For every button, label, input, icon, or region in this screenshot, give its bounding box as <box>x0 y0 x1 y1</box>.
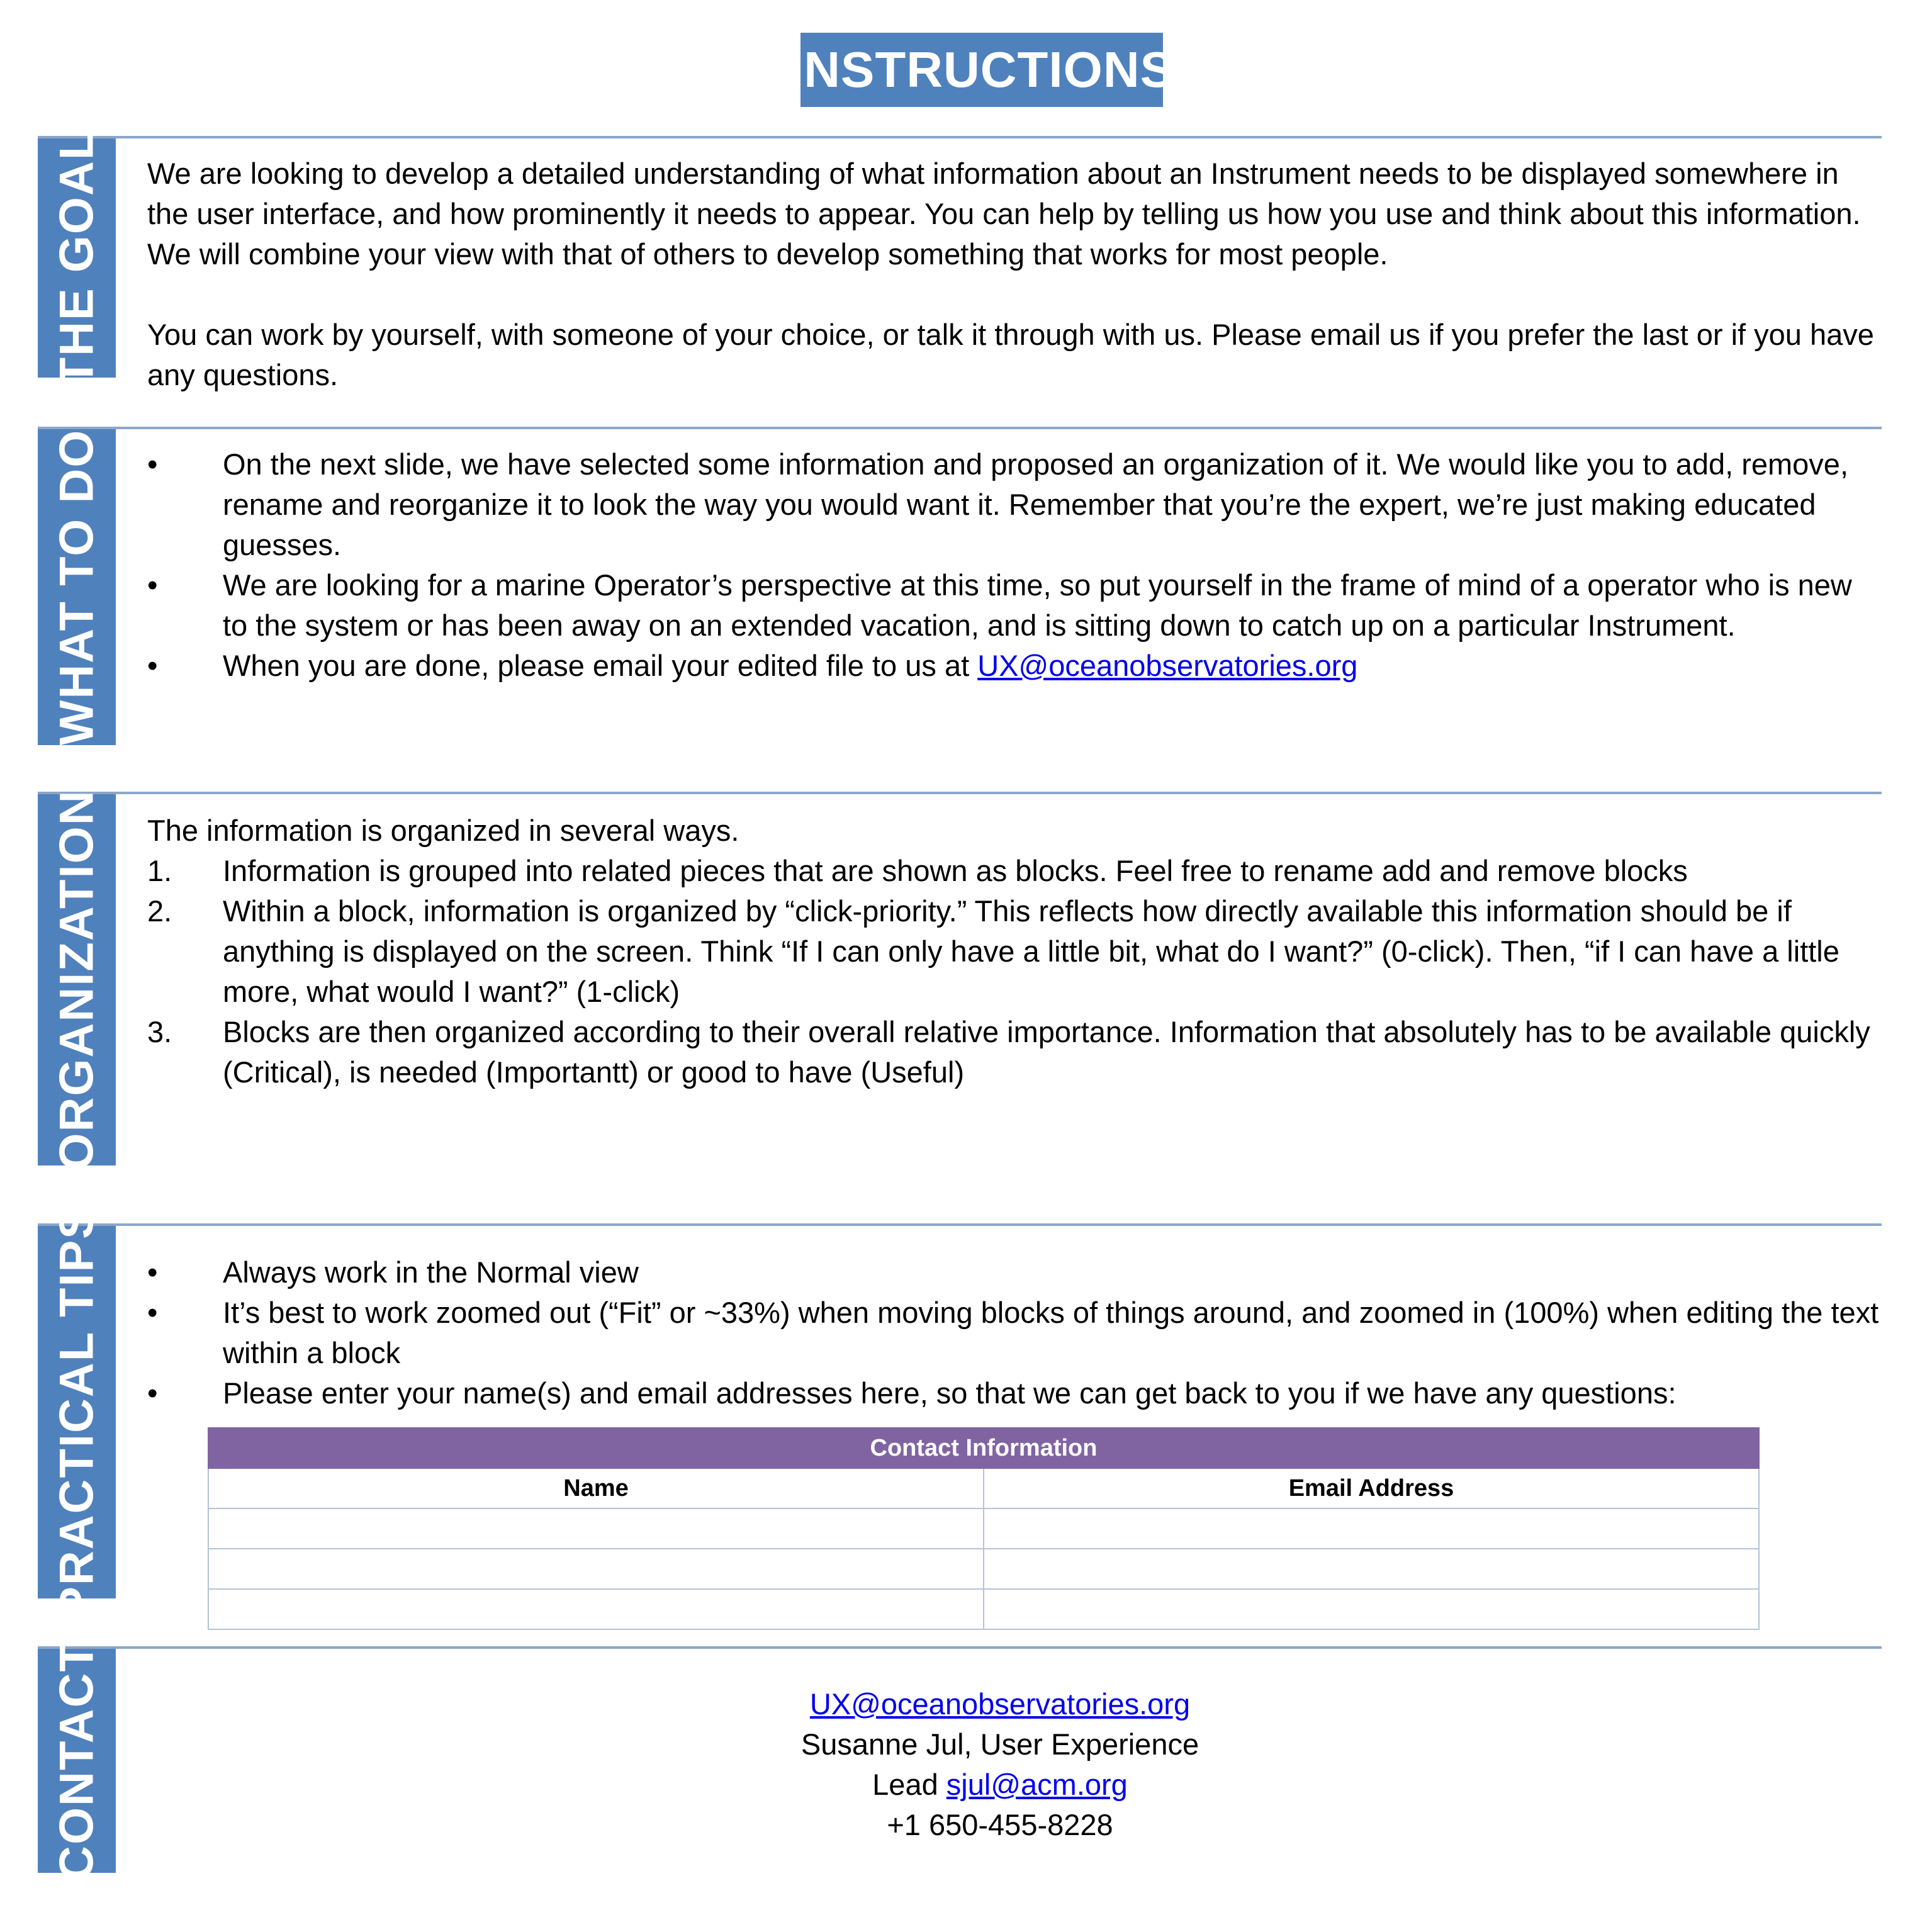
list-number: 3. <box>147 1015 172 1048</box>
list-item <box>147 1293 1884 1373</box>
tips-item-3: Please enter your name(s) and email addresses here, so that we can get back to you if we have any questions: <box>223 1376 1676 1410</box>
contact-details <box>116 1684 1884 1845</box>
section-tab-organization <box>38 789 116 1171</box>
organization-intro: The information is organized in several ways. <box>147 814 739 847</box>
list-item <box>147 851 1884 891</box>
table-row <box>208 1508 1759 1549</box>
organization-item-3: Blocks are then organized according to their overall relative importance. Information that absolutely has to be available quickly (Critical), is needed (Importantt) or good to have (Useful) <box>223 1015 1870 1089</box>
list-item <box>147 1252 1884 1293</box>
todo-item-2: We are looking for a marine Operator’s perspective at this time, so put yourself in the frame of mind of a operator who is new to the system or has been away on an extended vacation, and is sitting down to catch up on a particular Instrument. <box>223 568 1852 642</box>
todo-item-3: When you are done, please email your edited file to us at <box>223 649 978 682</box>
bullet: • <box>147 1376 158 1410</box>
section-divider <box>38 1223 1882 1226</box>
list-item <box>147 891 1884 1012</box>
email-cell[interactable] <box>984 1508 1759 1549</box>
section-label-todo: WHAT TO DO <box>50 429 104 746</box>
name-cell[interactable] <box>208 1549 984 1589</box>
tips-item-2: It’s best to work zoomed out (“Fit” or ~33%) when moving blocks of things around, and zoomed in (100%) when editing the text within a block <box>223 1296 1879 1369</box>
name-cell[interactable] <box>208 1589 984 1629</box>
section-divider <box>38 1646 1882 1649</box>
email-cell[interactable] <box>984 1549 1759 1589</box>
section-divider <box>38 427 1882 429</box>
section-tab-tips <box>38 1206 116 1619</box>
page-title: INSTRUCTIONS <box>800 33 1163 107</box>
contact-email-link[interactable]: UX@oceanobservatories.org <box>809 1687 1191 1721</box>
contact-name: Susanne Jul, User Experience <box>800 1727 1199 1761</box>
section-label-goal: THE GOAL <box>50 129 104 387</box>
bullet: • <box>147 649 158 682</box>
email-cell[interactable] <box>984 1589 1759 1629</box>
contact-phone: +1 650-455-8228 <box>887 1808 1113 1841</box>
section-label-organization: ORGANIZATION <box>50 789 104 1171</box>
section-divider <box>38 792 1882 794</box>
list-item <box>147 646 1884 686</box>
name-cell[interactable] <box>208 1508 984 1549</box>
tips-content <box>147 1252 1884 1413</box>
table-row <box>208 1589 1759 1629</box>
section-divider <box>38 136 1882 138</box>
bullet: • <box>147 1255 158 1289</box>
organization-item-1: Information is grouped into related pieces that are shown as blocks. Feel free to rename add and remove blocks <box>223 854 1688 887</box>
column-header-email: Email Address <box>984 1468 1759 1508</box>
organization-content <box>147 811 1884 1092</box>
todo-content <box>147 444 1884 686</box>
section-tab-goal <box>38 129 116 387</box>
goal-paragraph-2: You can work by yourself, with someone of your choice, or talk it through with us. Please email us if you prefer the last or if you have any questions. <box>147 318 1874 391</box>
goal-paragraph-1: We are looking to develop a detailed understanding of what information about an Instrument needs to be displayed somewhere in the user interface, and how prominently it needs to appear. You can help by telling us how you use and think about this information. We will combine your view with that of others to develop something that works for most people. <box>147 157 1861 271</box>
list-item <box>147 565 1884 646</box>
list-number: 2. <box>147 894 172 928</box>
contact-role-line <box>116 1765 1884 1805</box>
bullet: • <box>147 447 158 481</box>
todo-item-1: On the next slide, we have selected some information and proposed an organization of it. We would like you to add, remove, rename and reorganize it to look the way you would want it. Remember that you’re the expert, we’re just making educated guesses. <box>223 447 1849 561</box>
email-link[interactable]: UX@oceanobservatories.org <box>977 649 1358 682</box>
table-row <box>208 1549 1759 1589</box>
list-number: 1. <box>147 854 172 887</box>
bullet: • <box>147 568 158 602</box>
list-item <box>147 444 1884 565</box>
section-tab-todo <box>38 429 116 745</box>
section-label-contact: CONTACT <box>50 1641 104 1880</box>
organization-item-2: Within a block, information is organized by “click-priority.” This reflects how directly available this information should be if anything is displayed on the screen. Think “If I can only have a little bit, what do I want?” (0-click). Then, “if I can have a little more, what would I want?” (1-click) <box>223 894 1839 1008</box>
section-tab-contact <box>38 1641 116 1880</box>
tips-item-1: Always work in the Normal view <box>223 1255 639 1289</box>
personal-email-link[interactable]: sjul@acm.org <box>946 1768 1128 1801</box>
goal-content <box>147 154 1884 395</box>
column-header-name: Name <box>208 1468 984 1508</box>
section-label-tips: PRACTICAL TIPS <box>50 1206 104 1619</box>
bullet: • <box>147 1296 158 1329</box>
list-item <box>147 1373 1884 1413</box>
contact-role: Lead <box>872 1768 946 1801</box>
contact-information-table <box>208 1427 1760 1630</box>
table-caption: Contact Information <box>208 1428 1759 1468</box>
list-item <box>147 1012 1884 1092</box>
